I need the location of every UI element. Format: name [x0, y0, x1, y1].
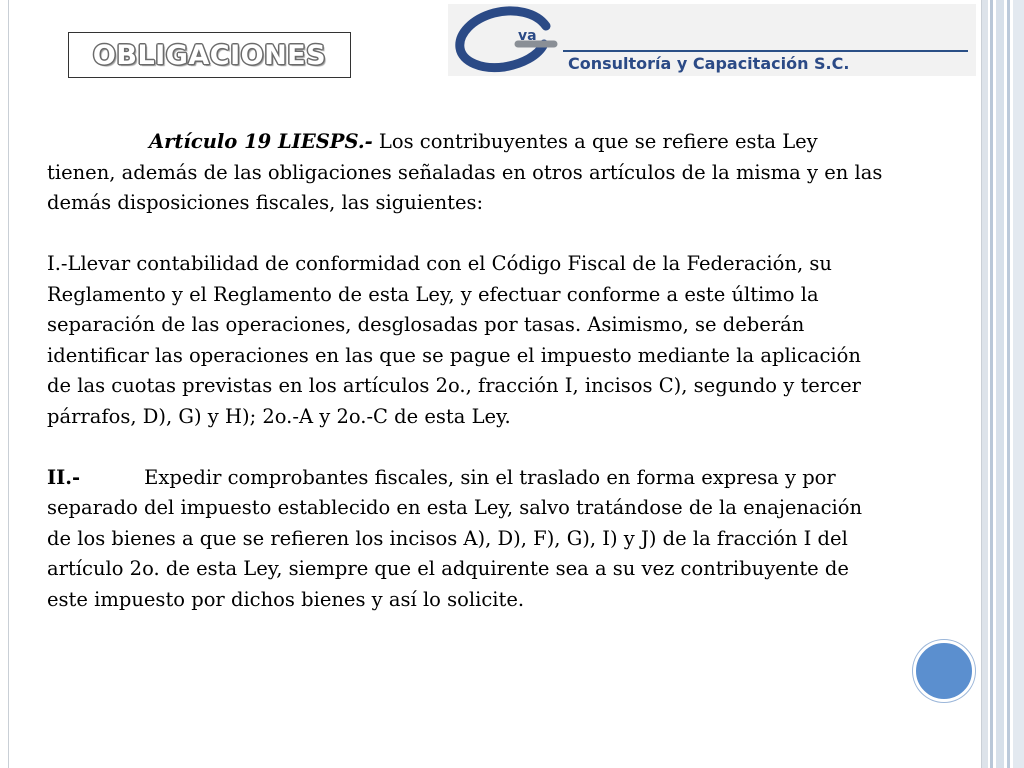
fraction-ii-paragraph [47, 463, 887, 616]
slide-title: OBLIGACIONES [92, 39, 327, 71]
intro-paragraph [47, 127, 887, 219]
logo-underline [563, 50, 968, 52]
fraction-ii-text: Expedir comprobantes fiscales, sin el traslado en forma expresa y por separado del impuesto establecido en esta Ley, salvo tratándose de la enajenación de los bienes a que se refieren los incisos A), D), F), G), I) y J) de la fracción I del artículo 2o. de esta Ley, siempre que el adquirente sea a su vez contribuyente de este impuesto por dichos bienes y así lo solicite. [47, 465, 863, 611]
paragraph-gap [47, 219, 887, 250]
article-body [47, 127, 887, 615]
article-reference: Artículo 19 LIESPS.- [149, 130, 373, 153]
logo-letters: va [518, 28, 537, 44]
decorative-circle [913, 640, 975, 702]
decorative-rail [1007, 0, 1010, 768]
decorative-rail [982, 0, 988, 768]
fraction-i-text: I.-Llevar contabilidad de conformidad con el Código Fiscal de la Federación, su Reglamento y el Reglamento de esta Ley, y efectuar conforme a este último la separación de las operaciones, desglosadas por tasas. Asimismo, se deberán identificar las operaciones en las que se pague el impuesto mediante la aplicación de las cuotas previstas en los artículos 2o., fracción I, incisos C), segundo y tercer párrafos, D), G) y H); 2o.-A y 2o.-C de esta Ley. [47, 252, 861, 428]
slide-title-box [68, 32, 351, 78]
decorative-rail [990, 0, 993, 768]
decorative-rail [996, 0, 1004, 768]
logo-mark-icon [448, 4, 568, 76]
paragraph-gap [47, 432, 887, 463]
company-logo [448, 4, 976, 76]
intro-text: Los contribuyentes a que se refiere esta Ley tienen, además de las obligaciones señaladas en otros artículos de la misma y en las demás disposiciones fiscales, las siguientes: [47, 130, 883, 214]
fraction-ii-number: II.- [47, 465, 81, 489]
decorative-rail [1013, 0, 1024, 768]
fraction-i-paragraph [47, 249, 887, 432]
logo-company-name: Consultoría y Capacitación S.C. [568, 54, 850, 73]
